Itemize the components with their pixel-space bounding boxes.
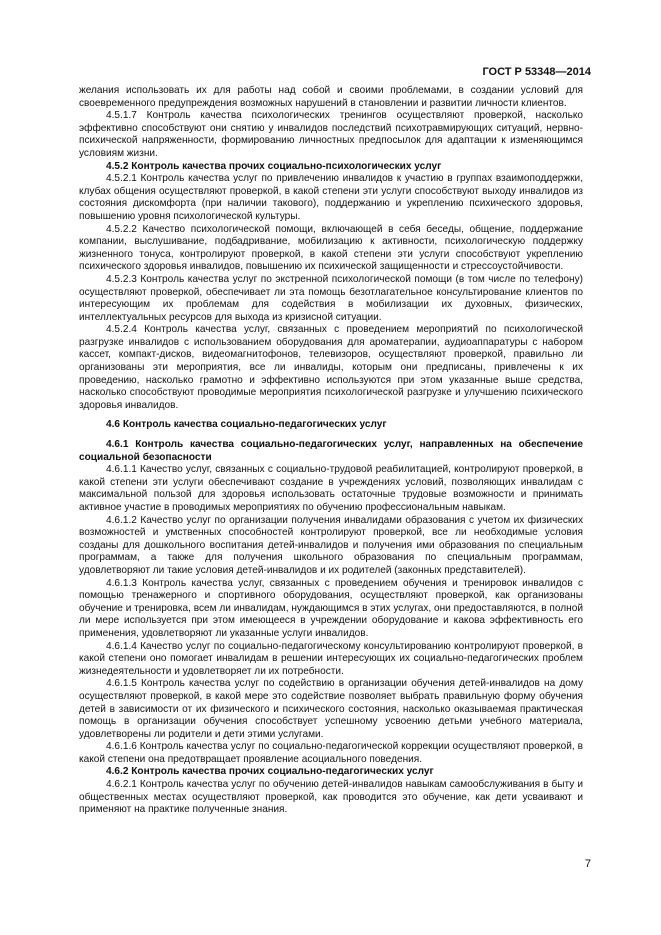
paragraph: 4.5.2.2 Качество психологической помощи, включающей в себя беседы, общение, поддержание компании, выслушивание, подбадривание, мобилизацию к активности, психологическую поддержку жизненного тонуса, контролируют проверкой, в какой степени эти услуги способствуют укреплению психического здоровья инвалидов, повышению их психической защищенности и стрессоустойчивости. <box>79 223 583 273</box>
section-heading: 4.6.2 Контроль качества прочих социально-педагогических услуг <box>106 766 434 778</box>
paragraph: желания использовать их для работы над собой и своими проблемами, в создании условий для своевременного предупреждения возможных нарушений в становлении и развитии личности клиентов. <box>79 85 583 109</box>
paragraph: 4.6.1.6 Контроль качества услуг по социально-педагогической коррекции осуществляют проверкой, в какой степени она предотвращает проявление асоциального поведения. <box>79 741 583 765</box>
page-number: 7 <box>584 858 591 870</box>
paragraph: 4.5.2.4 Контроль качества услуг, связанных с проведением мероприятий по психологической разгрузке инвалидов с использованием оборудования для ароматерапии, аудиоаппаратуры с набором кассет, компакт-дисков, видеомагнитофонов, телевизоров, осуществляют проверкой, правильно ли организованы эти мероприятия, все ли инвалиды, которым они предписаны, привлечены к их проведению, насколько грамотно и эффективно используются при этом указанные выше средства, насколько способствуют проводимые мероприятия психологической разгрузке и улучшению психического здоровья инвалидов. <box>79 324 583 411</box>
paragraph: 4.6.1.4 Качество услуг по социально-педагогическому консультированию контролируют проверкой, в какой степени оно помогает инвалидам в решении интересующих их социально-педагогических проблем жизнедеятельности и удовлетворяет ли их потребности. <box>79 640 583 677</box>
paragraph: 4.5.2.1 Контроль качества услуг по привлечению инвалидов к участию в группах взаимоподдержки, клубах общения осуществляют проверкой, в какой степени эти услуги способствуют выходу инвалидов из состояния дискомфорта (при наличии такового), поддержанию и укреплению психического здоровья, повышению уровня психологической культуры. <box>79 173 583 222</box>
paragraph: 4.6.2.1 Контроль качества услуг по обучению детей-инвалидов навыкам самообслуживания в быту и общественных местах осуществляют проверкой, как проводится это обучение, как дети усваивают и применяют на практике полученные знания. <box>79 779 583 816</box>
paragraph: 4.6.1.3 Контроль качества услуг, связанных с проведением обучения и тренировок инвалидов с помощью тренажерного и спортивного оборудования, осуществляют проверкой, как организованы обучение и тренировка, всем ли инвалидам, нуждающимся в этих услугах, они предоставляются, в полной ли мере используется при этом имеющееся в учреждении оборудование и какова эффективность его применения, удовлетворяют ли указанные услуги инвалидов. <box>79 577 583 639</box>
paragraph: 4.6.1.2 Качество услуг по организации получения инвалидами образования с учетом их физических возможностей и умственных способностей контролируют проверкой, все ли необходимые условия созданы для дошкольного воспитания детей-инвалидов и получения ими образования по специальным программам, а также для получения школьного образования по специальным программам, удовлетворяют ли такие условия детей-инвалидов и их родителей (законных представителей). <box>79 514 583 576</box>
section-heading: 4.6.1 Контроль качества социально-педагогических услуг, направленных на обеспечение социальной безопасности <box>79 439 583 463</box>
paragraph: 4.5.1.7 Контроль качества психологических тренингов осуществляют проверкой, насколько эффективно способствуют они снятию у инвалидов последствий психотравмирующих ситуаций, нервно-психической напряженности, формированию личностных предпосылок для адаптации к изменяющимся условиям жизни. <box>79 110 583 159</box>
paragraph: 4.6.1.5 Контроль качества услуг по содействию в организации обучения детей-инвалидов на дому осуществляют проверкой, в какой мере это содействие позволяет выбрать правильную форму обучения детей в зависимости от их физического и психического состояния, насколько оказываемая практическая помощь в организации обучения способствует успешному усвоению детьми учебного материала, удовлетворены ли родители и дети этими услугами. <box>79 678 583 740</box>
document-header: ГОСТ Р 53348—2014 <box>482 66 591 78</box>
paragraph: 4.5.2.3 Контроль качества услуг по экстренной психологической помощи (в том числе по телефону) осуществляют проверкой, обеспечивает ли эта помощь безотлагательное консультирование клиентов по интересующим их проблемам для содействия в мобилизации их духовных, физических, интеллектуальных ресурсов для выхода из кризисной ситуации. <box>79 273 583 323</box>
section-heading: 4.5.2 Контроль качества прочих социально-психологических услуг <box>106 160 442 172</box>
document-body <box>79 85 583 817</box>
section-heading: 4.6 Контроль качества социально-педагогических услуг <box>106 419 387 431</box>
paragraph: 4.6.1.1 Качество услуг, связанных с социально-трудовой реабилитацией, контролируют проверкой, в какой степени эти услуги обеспечивают создание в учреждениях условий, позволяющих инвалидам с максимальной пользой для здоровья использовать остаточные трудовые возможности и принимать активное участие в проводимых мероприятиях по обучению профессиональным навыкам. <box>79 464 583 513</box>
